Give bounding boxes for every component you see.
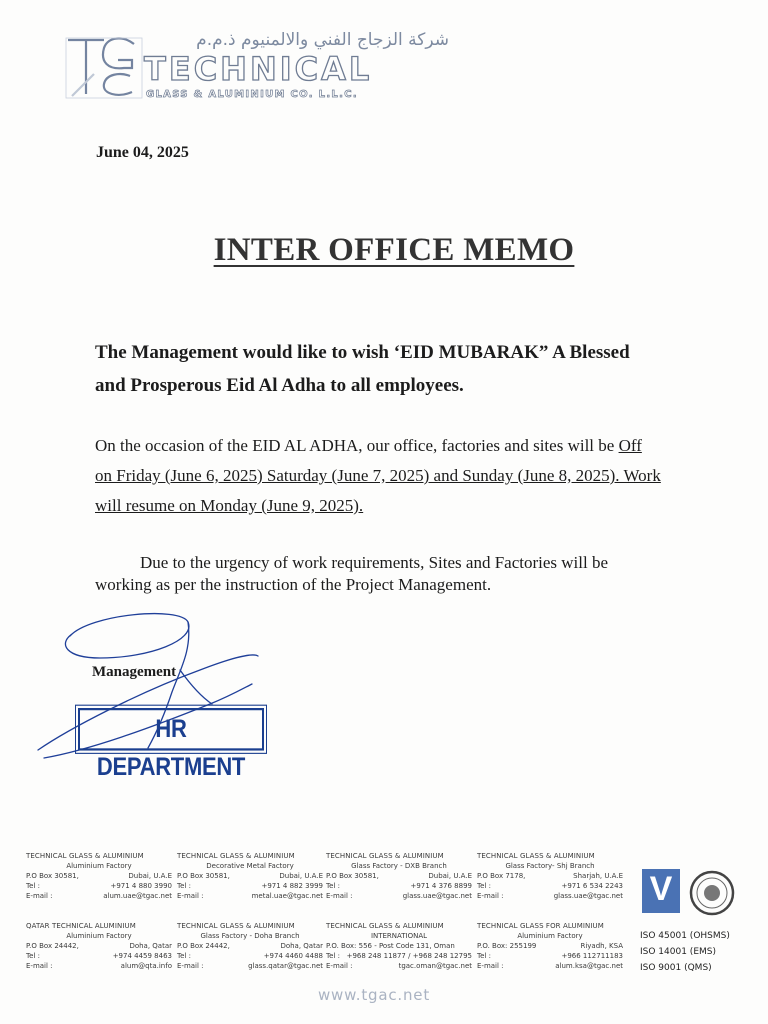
- office-address-row: [326, 871, 472, 881]
- office-address: P.O Box 30581,: [26, 872, 79, 880]
- certification-badge: V: [642, 869, 680, 913]
- office-email: alum.ksa@tgac.net: [555, 962, 623, 970]
- announcement-resume-date: will resume on Monday (June 9, 2025).: [95, 496, 364, 515]
- email-label: E-mail :: [477, 892, 504, 900]
- email-label: E-mail :: [326, 962, 353, 970]
- office-block: [26, 851, 172, 901]
- office-address-row: [26, 871, 172, 881]
- tel-label: Tel :: [326, 882, 340, 890]
- tel-label: Tel :: [26, 882, 40, 890]
- urgency-paragraph: [95, 552, 695, 596]
- tgac-monogram-icon: [64, 34, 144, 100]
- office-address: P.O Box 24442,: [26, 942, 79, 950]
- office-tel-row: [326, 951, 472, 961]
- office-address-row: [477, 871, 623, 881]
- office-company: TECHNICAL GLASS & ALUMINIUM: [177, 922, 295, 930]
- office-tel-row: [477, 951, 623, 961]
- office-email-row: [177, 961, 323, 971]
- urgency-line: working as per the instruction of the Project Management.: [95, 575, 492, 594]
- email-label: E-mail :: [177, 962, 204, 970]
- office-block: [477, 921, 623, 971]
- signatory-label: Management: [92, 664, 177, 680]
- email-label: E-mail :: [477, 962, 504, 970]
- tel-label: Tel :: [477, 882, 491, 890]
- office-city: Dubai, U.A.E: [428, 872, 472, 880]
- office-company: TECHNICAL GLASS & ALUMINIUM: [326, 922, 444, 930]
- announcement-text: On the occasion of the EID AL ADHA, our office, factories and sites will be: [95, 436, 619, 455]
- office-block: [477, 851, 623, 901]
- office-unit: Glass Factory- Shj Branch: [505, 862, 595, 870]
- tel-label: Tel :: [26, 952, 40, 960]
- office-address-row: [177, 941, 323, 951]
- tel-label: Tel :: [177, 952, 191, 960]
- office-tel: +966 112711183: [561, 952, 623, 960]
- office-city: Dubai, U.A.E: [279, 872, 323, 880]
- office-unit: Glass Factory - Doha Branch: [200, 932, 300, 940]
- greeting-line: and Prosperous Eid Al Adha to all employees.: [95, 375, 464, 396]
- office-address: P.O. Box: 556 - Post Code 131, Oman: [326, 942, 455, 950]
- office-email-row: [326, 961, 472, 971]
- office-unit: Aluminium Factory: [66, 932, 132, 940]
- urgency-line: Due to the urgency of work requirements, Sites and Factories will be: [140, 553, 609, 572]
- email-label: E-mail :: [26, 962, 53, 970]
- office-tel: +971 4 376 8899: [410, 882, 472, 890]
- greeting-paragraph: [95, 336, 695, 402]
- office-tel-row: [326, 881, 472, 891]
- office-address-row: [26, 941, 172, 951]
- office-email-row: [477, 891, 623, 901]
- office-tel: +971 6 534 2243: [561, 882, 623, 890]
- office-unit: Aluminium Factory: [517, 932, 583, 940]
- office-block: [177, 851, 323, 901]
- office-block: [177, 921, 323, 971]
- office-tel: +968 248 11877 / +968 248 12795: [346, 952, 472, 960]
- office-block: [26, 921, 172, 971]
- office-tel-row: [26, 951, 172, 961]
- office-city: Riyadh, KSA: [580, 942, 623, 950]
- office-city: Dubai, U.A.E: [128, 872, 172, 880]
- hr-department-stamp: HR DEPARTMENT: [78, 708, 264, 751]
- office-tel-row: [177, 951, 323, 961]
- office-email-row: [326, 891, 472, 901]
- office-unit: Glass Factory - DXB Branch: [351, 862, 447, 870]
- office-email: glass.uae@tgac.net: [553, 892, 623, 900]
- iso-item: ISO 45001 (OHSMS): [640, 931, 730, 941]
- office-city: Sharjah, U.A.E: [573, 872, 623, 880]
- memo-title: INTER OFFICE MEMO: [213, 232, 575, 268]
- office-email: alum.uae@tgac.net: [103, 892, 172, 900]
- office-city: Doha, Qatar: [129, 942, 172, 950]
- office-address-row: [177, 871, 323, 881]
- office-address: P.O Box 24442,: [177, 942, 230, 950]
- office-unit: INTERNATIONAL: [370, 932, 428, 940]
- email-label: E-mail :: [177, 892, 204, 900]
- tel-label: Tel :: [326, 952, 340, 960]
- greeting-line: The Management would like to wish ‘EID MUBARAK” A Blessed: [95, 342, 630, 363]
- office-tel: +974 4459 8463: [112, 952, 172, 960]
- announcement-off: Off: [618, 436, 642, 455]
- company-website: www.tgac.net: [317, 986, 431, 1004]
- iso-item: ISO 9001 (QMS): [640, 963, 712, 973]
- office-email: glass.uae@tgac.net: [402, 892, 472, 900]
- office-city: Doha, Qatar: [280, 942, 323, 950]
- tel-label: Tel :: [477, 952, 491, 960]
- office-tel-row: [477, 881, 623, 891]
- office-email-row: [26, 891, 172, 901]
- office-company: TECHNICAL GLASS FOR ALUMINIUM: [477, 922, 604, 930]
- certification-seal-icon: [688, 869, 736, 917]
- office-email-row: [477, 961, 623, 971]
- office-company: TECHNICAL GLASS & ALUMINIUM: [177, 852, 295, 860]
- office-email-row: [26, 961, 172, 971]
- office-tel: +971 4 880 3990: [110, 882, 172, 890]
- office-email-row: [177, 891, 323, 901]
- office-tel-row: [26, 881, 172, 891]
- office-company: TECHNICAL GLASS & ALUMINIUM: [326, 852, 444, 860]
- office-company: TECHNICAL GLASS & ALUMINIUM: [477, 852, 595, 860]
- logo-wordmark: TECHNICAL: [144, 50, 373, 88]
- office-email: alum@qta.info: [120, 962, 172, 970]
- office-address-row: [326, 941, 472, 951]
- email-label: E-mail :: [26, 892, 53, 900]
- office-unit: Aluminium Factory: [66, 862, 132, 870]
- announcement-holiday-dates: on Friday (June 6, 2025) Saturday (June 7, 2025) and Sunday (June 8, 2025). Work: [95, 466, 661, 485]
- iso-item: ISO 14001 (EMS): [640, 947, 716, 957]
- office-address: P.O. Box: 255199: [477, 942, 537, 950]
- logo-subtitle: GLASS & ALUMINIUM CO. L.L.C.: [146, 89, 358, 100]
- email-label: E-mail :: [326, 892, 353, 900]
- office-address-row: [477, 941, 623, 951]
- office-block: [326, 921, 472, 971]
- logo-arabic-text: شركة الزجاج الفني والالمنيوم ذ.م.م: [196, 30, 449, 50]
- iso-certifications: [640, 928, 730, 976]
- office-tel: +971 4 882 3999: [261, 882, 323, 890]
- office-tel-row: [177, 881, 323, 891]
- office-email: glass.qatar@tgac.net: [248, 962, 323, 970]
- office-tel: +974 4460 4488: [263, 952, 323, 960]
- office-company: TECHNICAL GLASS & ALUMINIUM: [26, 852, 144, 860]
- office-address: P.O Box 30581,: [326, 872, 379, 880]
- office-address: P.O Box 7178,: [477, 872, 526, 880]
- tel-label: Tel :: [177, 882, 191, 890]
- office-block: [326, 851, 472, 901]
- office-company: QATAR TECHNICAL ALUMINIUM: [26, 922, 136, 930]
- memo-date: June 04, 2025: [96, 144, 189, 161]
- office-email: metal.uae@tgac.net: [251, 892, 323, 900]
- office-unit: Decorative Metal Factory: [206, 862, 294, 870]
- office-address: P.O Box 30581,: [177, 872, 230, 880]
- office-email: tgac.oman@tgac.net: [398, 962, 472, 970]
- holiday-announcement: [95, 431, 705, 521]
- company-logo: [64, 30, 449, 105]
